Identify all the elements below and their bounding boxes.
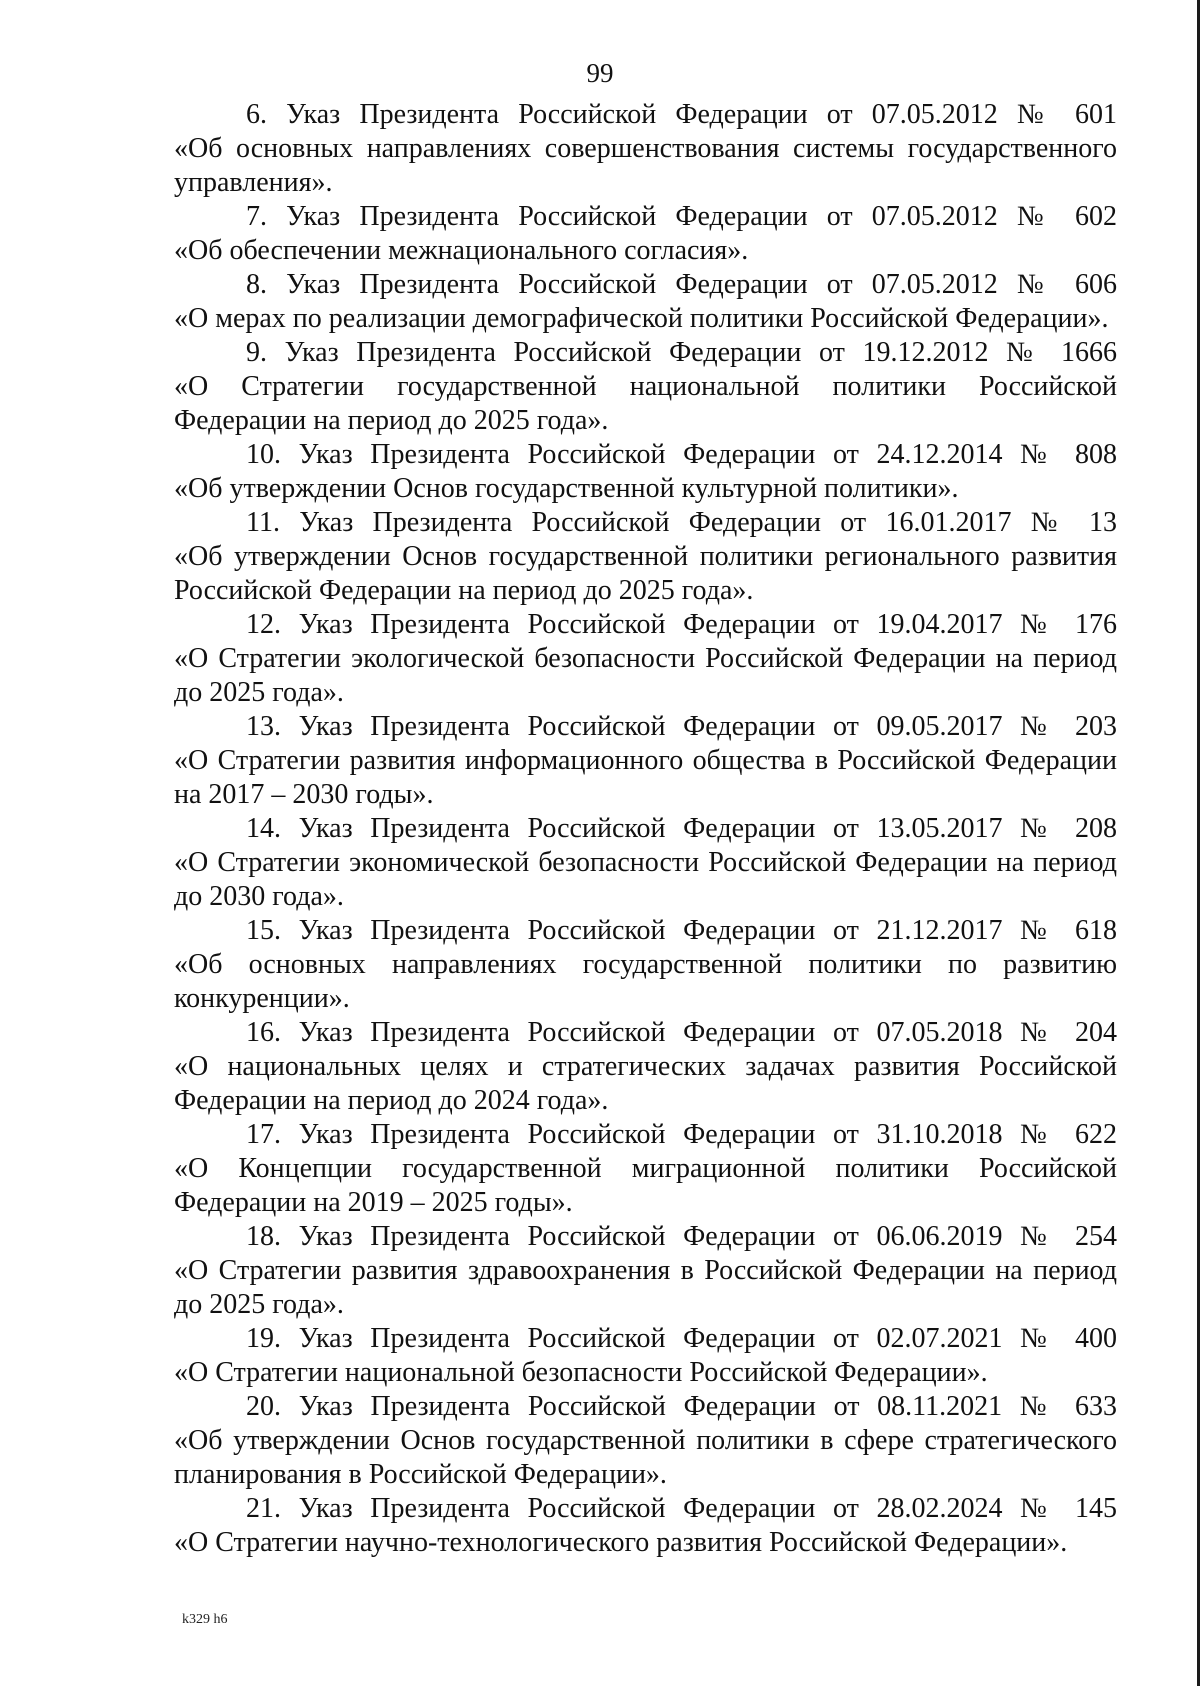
decree-item-title: «О мерах по реализации демографической политики Российской Федерации». (174, 303, 1109, 334)
decree-item-title: «О Стратегии научно-технологического развития Российской Федерации». (174, 1527, 1068, 1558)
decree-item-lead: 11. Указ Президента Российской Федерации от 16.01.2017 № 13 (246, 507, 1117, 538)
decree-item-lead: 21. Указ Президента Российской Федерации от 28.02.2024 № 145 (246, 1493, 1117, 1524)
decree-item-lead: 6. Указ Президента Российской Федерации от 07.05.2012 № 601 (246, 99, 1117, 130)
decree-item-lead: 19. Указ Президента Российской Федерации от 02.07.2021 № 400 (246, 1323, 1117, 1354)
decree-item-lead: 20. Указ Президента Российской Федерации от 08.11.2021 № 633 (246, 1391, 1117, 1422)
decree-item-title: «О Стратегии экономической безопасности Российской Федерации на период до 2030 года». (174, 847, 1117, 912)
decree-item (174, 1390, 1117, 1492)
decree-item (174, 268, 1117, 336)
decree-item-title: «О Концепции государственной миграционной политики Российской Федерации на 2019 – 2025 годы». (174, 1153, 1117, 1218)
decree-item (174, 438, 1117, 506)
decree-item-title: «Об утверждении Основ государственной культурной политики». (174, 473, 959, 504)
decree-item (174, 1220, 1117, 1322)
decree-item-title: «Об утверждении Основ государственной политики регионального развития Российской Федерации на период до 2025 года». (174, 541, 1117, 606)
decree-item-title: «О Стратегии экологической безопасности Российской Федерации на период до 2025 года». (174, 643, 1117, 708)
decree-item-lead: 17. Указ Президента Российской Федерации от 31.10.2018 № 622 (246, 1119, 1117, 1150)
decree-item-lead: 7. Указ Президента Российской Федерации от 07.05.2012 № 602 (246, 201, 1117, 232)
decree-item-title: «О Стратегии национальной безопасности Российской Федерации». (174, 1357, 988, 1388)
decree-item (174, 608, 1117, 710)
decree-item (174, 336, 1117, 438)
decree-item-lead: 13. Указ Президента Российской Федерации от 09.05.2017 № 203 (246, 711, 1117, 742)
decree-item-lead: 15. Указ Президента Российской Федерации от 21.12.2017 № 618 (246, 915, 1117, 946)
decree-item (174, 1118, 1117, 1220)
decree-item-title: «О Стратегии развития информационного общества в Российской Федерации на 2017 – 2030 годы». (174, 745, 1117, 810)
decree-item-title: «О Стратегии государственной национальной политики Российской Федерации на период до 2025 года». (174, 371, 1117, 436)
decree-item-lead: 10. Указ Президента Российской Федерации от 24.12.2014 № 808 (246, 439, 1117, 470)
decree-item-title: «Об утверждении Основ государственной политики в сфере стратегического планирования в Российской Федерации». (174, 1425, 1117, 1490)
decree-item-title: «Об основных направлениях совершенствования системы государственного управления». (174, 133, 1117, 198)
decree-item-lead: 12. Указ Президента Российской Федерации от 19.04.2017 № 176 (246, 609, 1117, 640)
decree-item-title: «О Стратегии развития здравоохранения в Российской Федерации на период до 2025 года». (174, 1255, 1117, 1320)
decree-item-lead: 18. Указ Президента Российской Федерации от 06.06.2019 № 254 (246, 1221, 1117, 1252)
document-footer-code: k329 h6 (182, 1612, 228, 1627)
decree-list (174, 98, 1117, 1560)
decree-item (174, 914, 1117, 1016)
decree-item (174, 98, 1117, 200)
decree-item-lead: 8. Указ Президента Российской Федерации от 07.05.2012 № 606 (246, 269, 1117, 300)
decree-item (174, 506, 1117, 608)
decree-item (174, 1016, 1117, 1118)
decree-item (174, 710, 1117, 812)
decree-item-title: «Об основных направлениях государственной политики по развитию конкуренции». (174, 949, 1117, 1014)
decree-item-lead: 14. Указ Президента Российской Федерации от 13.05.2017 № 208 (246, 813, 1117, 844)
decree-item-title: «О национальных целях и стратегических задачах развития Российской Федерации на период до 2024 года». (174, 1051, 1117, 1116)
decree-item-lead: 16. Указ Президента Российской Федерации от 07.05.2018 № 204 (246, 1017, 1117, 1048)
decree-item (174, 1492, 1117, 1560)
page-number: 99 (586, 58, 614, 88)
decree-item (174, 812, 1117, 914)
decree-item-lead: 9. Указ Президента Российской Федерации от 19.12.2012 № 1666 (246, 337, 1117, 368)
decree-item (174, 1322, 1117, 1390)
decree-item (174, 200, 1117, 268)
decree-item-title: «Об обеспечении межнационального согласия». (174, 235, 749, 266)
